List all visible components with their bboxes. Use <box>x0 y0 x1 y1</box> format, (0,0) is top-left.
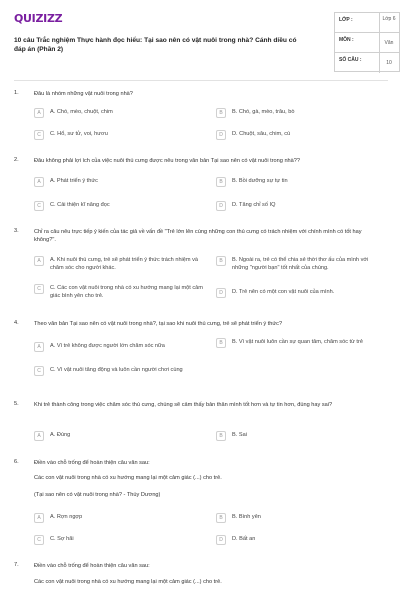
meta-row-grade <box>335 13 400 33</box>
question-text: Theo văn bản Tại sao nên có vật nuôi trong nhà?, tại sao khi nuôi thú cưng, trẻ sẽ phát triển ý thức? <box>34 321 283 327</box>
option-letter-box: B <box>216 177 226 187</box>
question-5 <box>14 401 388 447</box>
option-text: B. Ngoài ra, trẻ có thể chia sẻ thời thơ ấu của mình với những "người bạn" tốt nhất của chúng. <box>232 257 369 271</box>
question-passage: Các con vật nuôi trong nhà có xu hướng mang lại một cảm giác (...) cho trẻ. <box>34 475 222 481</box>
option-text: D. Tăng chỉ số IQ <box>232 202 276 208</box>
question-text: Đâu không phải lợi ích của việc nuôi thú cưng được nêu trong văn bản Tại sao nên có vật nuôi trong nhà?? <box>34 158 300 164</box>
option-text: C. Sợ hãi <box>50 536 74 542</box>
question-number: 2. <box>14 157 19 163</box>
option-letter-box: D <box>216 535 226 545</box>
question-2 <box>14 157 388 213</box>
option-c[interactable] <box>34 201 204 211</box>
option-b[interactable] <box>216 513 386 523</box>
question-passage: Các con vật nuôi trong nhà có xu hướng mang lại một cảm giác (...) cho trẻ. <box>34 579 222 585</box>
option-b[interactable] <box>216 338 386 348</box>
meta-box <box>334 12 400 72</box>
option-c[interactable] <box>34 284 204 300</box>
option-c[interactable] <box>34 366 204 376</box>
option-text: A. Khi nuôi thú cưng, trẻ sẽ phát triển ý thức trách nhiệm và chăm sóc cho người khác. <box>50 257 199 271</box>
option-text: B. Bình yên <box>232 514 261 520</box>
grade-label: LỚP : <box>339 17 353 23</box>
question-source: (Tại sao nên có vật nuôi trong nhà? - Thúy Dương) <box>34 492 161 498</box>
option-text: B. Bồi dưỡng sự tự tin <box>232 178 288 184</box>
option-letter-box: A <box>34 431 44 441</box>
option-text: C. Các con vật nuôi trong nhà có xu hướng mang lại một cảm giác bình yên cho trẻ. <box>50 285 203 299</box>
option-a[interactable] <box>34 108 204 118</box>
option-letter-box: D <box>216 201 226 211</box>
option-letter-box: A <box>34 513 44 523</box>
option-text: A. Phát triển ý thức <box>50 178 98 184</box>
question-4 <box>14 320 388 390</box>
option-letter-box: B <box>216 108 226 118</box>
option-text: A. Đúng <box>50 432 71 438</box>
option-d[interactable] <box>216 201 386 211</box>
subject-value: Văn <box>384 40 394 46</box>
question-7 <box>14 562 388 598</box>
option-letter-box: B <box>216 513 226 523</box>
worksheet-header <box>14 12 396 72</box>
option-letter-box: D <box>216 130 226 140</box>
option-b[interactable] <box>216 256 386 272</box>
option-text: B. Sai <box>232 432 247 438</box>
option-c[interactable] <box>34 535 204 545</box>
option-b[interactable] <box>216 108 386 118</box>
option-letter-box: C <box>34 535 44 545</box>
quizizz-logo: QUIZIZZ <box>14 12 63 25</box>
option-a[interactable] <box>34 513 204 523</box>
question-text: Đâu là nhóm những vật nuôi trong nhà? <box>34 91 133 97</box>
question-count-value: 10 <box>386 60 392 66</box>
option-letter-box: A <box>34 108 44 118</box>
option-letter-box: B <box>216 256 226 266</box>
option-b[interactable] <box>216 177 386 187</box>
option-text: A. Chó, mèo, chuột, chim <box>50 109 113 115</box>
grade-value: Lớp 6 <box>382 16 396 22</box>
option-letter-box: A <box>34 177 44 187</box>
option-text: B. Vì vật nuôi luôn cần sự quan tâm, chăm sóc từ trẻ <box>232 339 363 345</box>
option-a[interactable] <box>34 342 204 352</box>
question-3 <box>14 228 388 310</box>
question-6 <box>14 459 388 551</box>
option-text: D. Chuột, sâu, chim, cú <box>232 131 291 137</box>
question-text: Điền vào chỗ trống để hoàn thiện câu văn sau: <box>34 563 150 569</box>
question-number: 1. <box>14 90 19 96</box>
option-b[interactable] <box>216 431 386 441</box>
worksheet-title: 10 câu Trắc nghiệm Thực hành đọc hiểu: Tại sao nên có vật nuôi trong nhà? Cánh diều có đáp án (Phần 2) <box>14 37 297 53</box>
option-a[interactable] <box>34 431 204 441</box>
option-text: C. Vì vật nuôi tăng động và luôn cần người chơi cùng <box>50 367 183 373</box>
option-letter-box: C <box>34 366 44 376</box>
option-text: B. Chó, gà, mèo, trâu, bò <box>232 109 295 115</box>
option-text: C. Hổ, sư tử, voi, hươu <box>50 131 108 137</box>
question-number: 5. <box>14 401 19 407</box>
option-c[interactable] <box>34 130 204 140</box>
meta-row-subject <box>335 33 400 53</box>
question-1 <box>14 90 388 146</box>
option-text: A. Rợn ngợp <box>50 514 83 520</box>
option-d[interactable] <box>216 535 386 545</box>
question-number: 7. <box>14 562 19 568</box>
option-letter-box: B <box>216 338 226 348</box>
option-letter-box: A <box>34 342 44 352</box>
question-count-label: SỐ CÂU : <box>339 57 362 63</box>
question-text: Điền vào chỗ trống để hoàn thiện câu văn sau: <box>34 460 150 466</box>
subject-label: MÔN : <box>339 37 354 43</box>
option-letter-box: B <box>216 431 226 441</box>
option-a[interactable] <box>34 256 204 272</box>
meta-row-count <box>335 53 400 73</box>
question-number: 6. <box>14 459 19 465</box>
option-letter-box: C <box>34 284 44 294</box>
option-text: D. Trẻ nên có một con vật nuôi của mình. <box>232 289 335 295</box>
option-letter-box: D <box>216 288 226 298</box>
option-text: A. Vì trẻ không được người lớn chăm sóc nữa <box>50 343 165 349</box>
option-a[interactable] <box>34 177 204 187</box>
option-letter-box: C <box>34 130 44 140</box>
header-divider <box>14 80 388 81</box>
question-text: Chỉ ra câu nêu trực tiếp ý kiến của tác giả về vấn đề "Trẻ lớn lên cùng những con thú cưng có trách nhiệm với chính mình có tốt hay không?". <box>34 229 362 243</box>
option-letter-box: A <box>34 256 44 266</box>
option-d[interactable] <box>216 130 386 140</box>
question-number: 4. <box>14 320 19 326</box>
option-text: D. Bất an <box>232 536 256 542</box>
question-number: 3. <box>14 228 19 234</box>
option-d[interactable] <box>216 288 386 298</box>
option-text: C. Cải thiện kĩ năng đọc <box>50 202 110 208</box>
option-letter-box: C <box>34 201 44 211</box>
question-text: Khi trẻ thành công trong việc chăm sóc thú cưng, chúng sẽ cảm thấy bản thân mình tốt hơn và tự tin hơn, đúng hay sai? <box>34 402 333 408</box>
